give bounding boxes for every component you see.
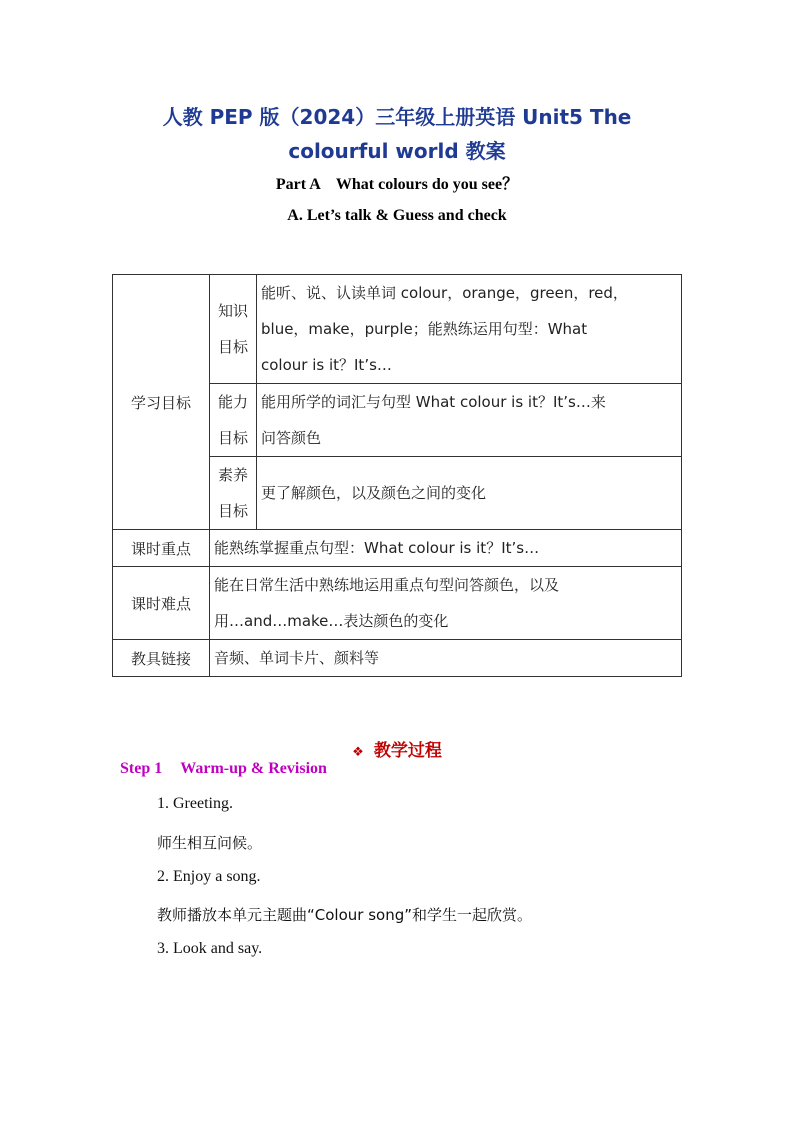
learning-goals-label: 学习目标: [113, 275, 210, 530]
step-item-song-desc: 教师播放本单元主题曲“Colour song”和学生一起欣赏。: [157, 906, 533, 924]
literacy-label-line2: 目标: [217, 502, 248, 520]
ability-goal-content: [257, 384, 682, 457]
step-item-song: 2. Enjoy a song.: [157, 868, 261, 885]
step-1-name: Warm-up & Revision: [180, 760, 327, 777]
title-line-1: 人教 PEP 版（2024）三年级上册英语 Unit5 The: [162, 105, 632, 129]
step-item-look-say: 3. Look and say.: [157, 940, 263, 957]
difficulty-line-2: 用…and…make…表达颜色的变化: [214, 612, 449, 630]
title-line-2: colourful world 教案: [288, 139, 506, 163]
ability-label-line1: 能力: [217, 393, 248, 411]
step-1-title: [120, 760, 327, 778]
ability-line-2: 问答颜色: [261, 429, 322, 447]
difficulty-label: 课时难点: [113, 567, 210, 640]
knowledge-line-1: 能听、说、认读单词 colour，orange，green，red，: [261, 284, 628, 302]
ability-goal-label: [210, 384, 257, 457]
knowledge-goal-content: [257, 275, 682, 384]
document-title: [0, 100, 794, 168]
literacy-label-line1: 素养: [217, 466, 248, 484]
objectives-table: [112, 274, 682, 677]
knowledge-line-2: blue，make，purple；能熟练运用句型：What: [261, 320, 588, 338]
difficulty-content: [210, 567, 682, 640]
knowledge-label-line1: 知识: [217, 302, 248, 320]
ability-label-line2: 目标: [217, 429, 248, 447]
lesson-subtitle: A. Let’s talk & Guess and check: [287, 207, 507, 224]
ability-line-1: 能用所学的词汇与句型 What colour is it？It’s…来: [261, 393, 606, 411]
step-item-greeting: 1. Greeting.: [157, 795, 233, 812]
literacy-goal-label: [210, 457, 257, 530]
teaching-process-title: 教学过程: [373, 741, 442, 761]
knowledge-goal-label: [210, 275, 257, 384]
difficulty-line-1: 能在日常生活中熟练地运用重点句型问答颜色，以及: [214, 576, 560, 594]
materials-label: 教具链接: [113, 640, 210, 677]
knowledge-line-3: colour is it？It’s…: [261, 356, 392, 374]
materials-content: 音频、单词卡片、颜料等: [210, 640, 682, 677]
teaching-process-heading: [0, 736, 794, 761]
knowledge-label-line2: 目标: [217, 338, 248, 356]
step-1-number: Step 1: [120, 760, 163, 777]
step-item-greeting-desc: 师生相互问候。: [157, 834, 263, 852]
literacy-goal-content: 更了解颜色，以及颜色之间的变化: [257, 457, 682, 530]
diamond-bullet-icon: ❖: [352, 745, 364, 760]
key-point-label: 课时重点: [113, 530, 210, 567]
key-point-content: 能熟练掌握重点句型：What colour is it？It’s…: [210, 530, 682, 567]
part-subtitle: Part A What colours do you see？: [275, 176, 519, 193]
